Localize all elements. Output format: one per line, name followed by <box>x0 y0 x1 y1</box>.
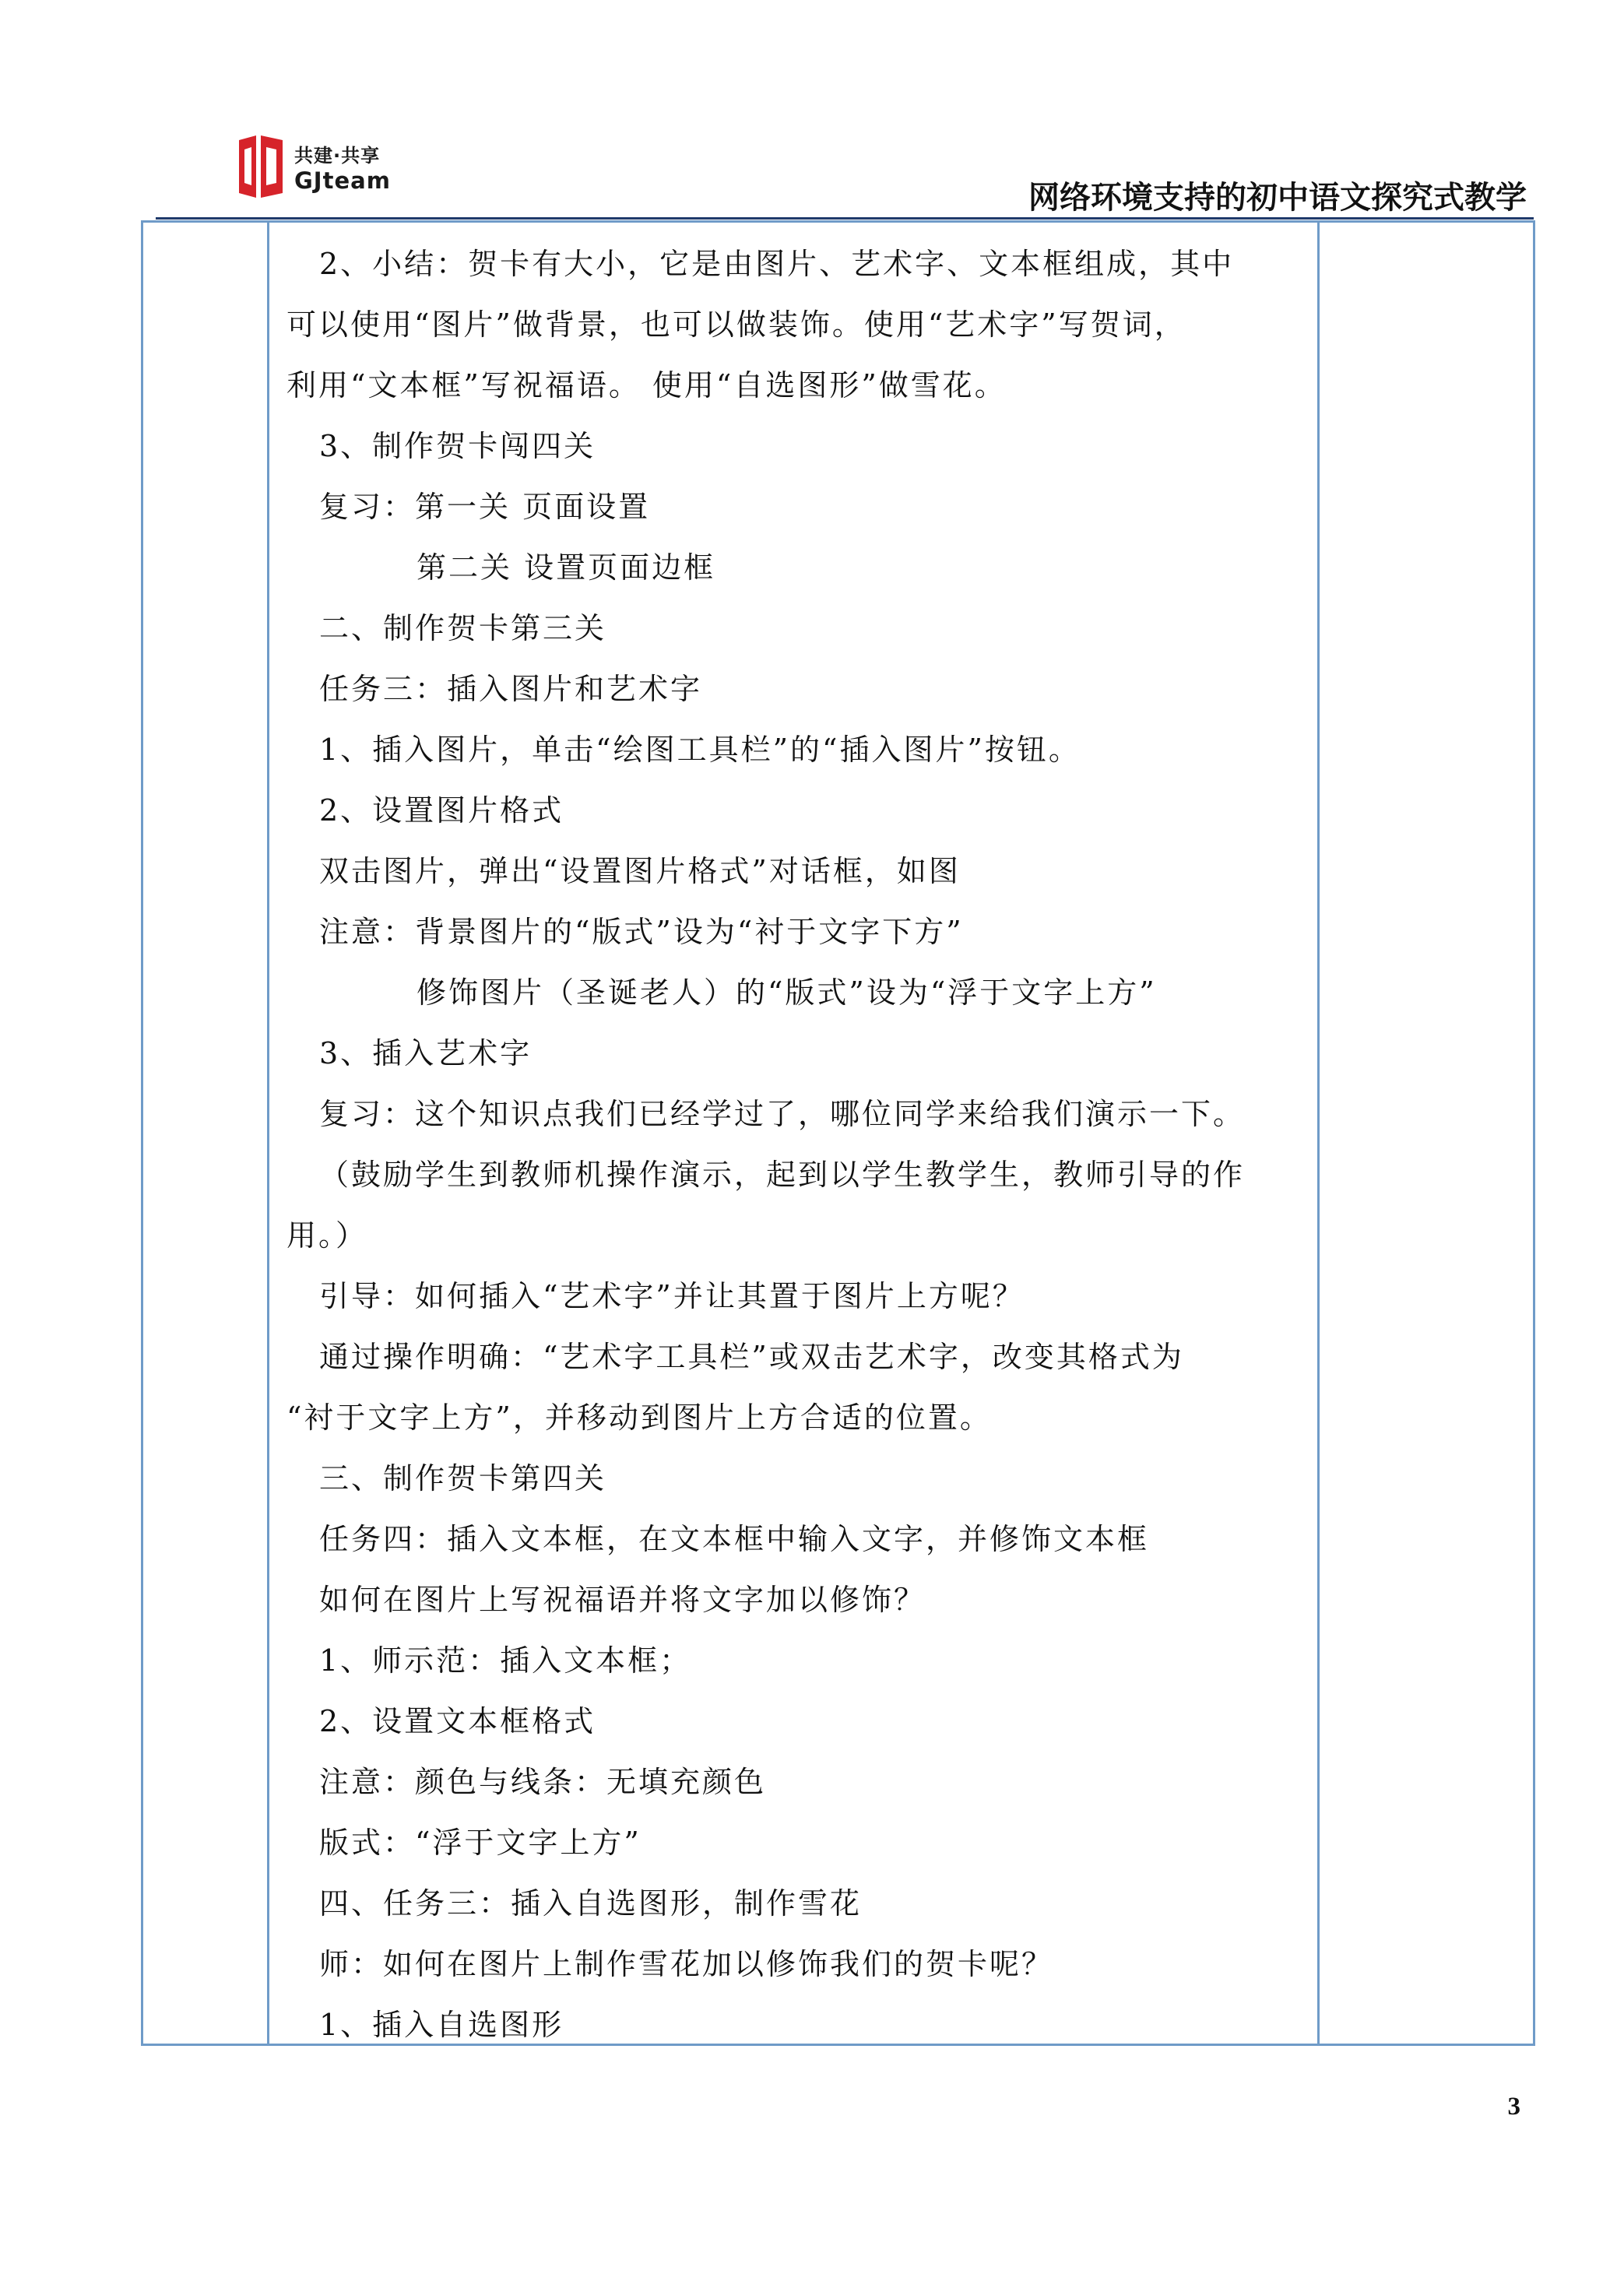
body-paragraph-line: 修饰图片（圣诞老人）的“版式”设为“浮于文字上方” <box>417 975 1157 1010</box>
body-paragraph-line: 3、插入艺术字 <box>319 1036 533 1070</box>
body-paragraph-line: “衬于文字上方”，并移动到图片上方合适的位置。 <box>286 1401 992 1435</box>
brand-name-en: GJteam <box>294 167 391 194</box>
brand-name-cn: 共建·共享 <box>294 145 381 167</box>
body-paragraph-line: 版式：“浮于文字上方” <box>319 1826 642 1860</box>
body-paragraph-line: 任务四：插入文本框，在文本框中输入文字，并修饰文本框 <box>319 1522 1150 1556</box>
body-paragraph-line: 注意：颜色与线条：无填充颜色 <box>319 1765 767 1799</box>
table-column-divider-left <box>267 220 269 2046</box>
body-paragraph-line: 2、小结：贺卡有大小，它是由图片、艺术字、文本框组成，其中 <box>319 247 1235 281</box>
body-paragraph-line: 可以使用“图片”做背景，也可以做装饰。使用“艺术字”写贺词， <box>286 308 1186 342</box>
body-paragraph-line: 注意：背景图片的“版式”设为“衬于文字下方” <box>319 915 964 949</box>
body-paragraph-line: 通过操作明确：“艺术字工具栏”或双击艺术字，改变其格式为 <box>319 1340 1184 1374</box>
body-paragraph-line: 二、制作贺卡第三关 <box>319 611 607 645</box>
body-paragraph-line: 利用“文本框”写祝福语。 使用“自选图形”做雪花。 <box>286 368 1007 402</box>
body-paragraph-line: （鼓励学生到教师机操作演示，起到以学生教学生，教师引导的作 <box>319 1158 1246 1192</box>
body-paragraph-line: 引导：如何插入“艺术字”并让其置于图片上方呢？ <box>319 1279 1025 1313</box>
document-header-title: 网络环境支持的初中语文探究式教学 <box>1028 180 1527 216</box>
body-paragraph-line: 如何在图片上写祝福语并将文字加以修饰？ <box>319 1583 926 1617</box>
body-paragraph-line: 1、插入自选图形 <box>319 2008 564 2042</box>
body-paragraph-line: 用。） <box>286 1218 368 1253</box>
body-paragraph-line: 四、任务三：插入自选图形，制作雪花 <box>319 1886 863 1921</box>
body-paragraph-line: 复习：这个知识点我们已经学过了，哪位同学来给我们演示一下。 <box>319 1097 1246 1131</box>
body-paragraph-line: 师：如何在图片上制作雪花加以修饰我们的贺卡呢？ <box>319 1947 1054 1981</box>
body-paragraph-line: 第二关 设置页面边框 <box>417 550 716 585</box>
body-paragraph-line: 2、设置图片格式 <box>319 793 564 828</box>
page-number: 3 <box>1507 2093 1520 2121</box>
body-paragraph-line: 2、设置文本框格式 <box>319 1704 596 1738</box>
body-paragraph-line: 任务三：插入图片和艺术字 <box>319 672 703 706</box>
table-column-divider-right <box>1317 220 1320 2046</box>
body-paragraph-line: 双击图片，弹出“设置图片格式”对话框，如图 <box>319 854 961 888</box>
lesson-content <box>286 234 1299 2055</box>
body-paragraph-line: 1、师示范：插入文本框； <box>319 1643 692 1678</box>
header-divider <box>156 217 1534 220</box>
body-paragraph-line: 3、制作贺卡闯四关 <box>319 429 596 463</box>
gjteam-logo-icon <box>237 134 284 199</box>
body-paragraph-line: 三、制作贺卡第四关 <box>319 1461 607 1495</box>
body-paragraph-line: 1、插入图片，单击“绘图工具栏”的“插入图片”按钮。 <box>319 733 1081 767</box>
brand-wordmark <box>294 146 391 192</box>
body-paragraph-line: 复习：第一关 页面设置 <box>319 490 651 524</box>
